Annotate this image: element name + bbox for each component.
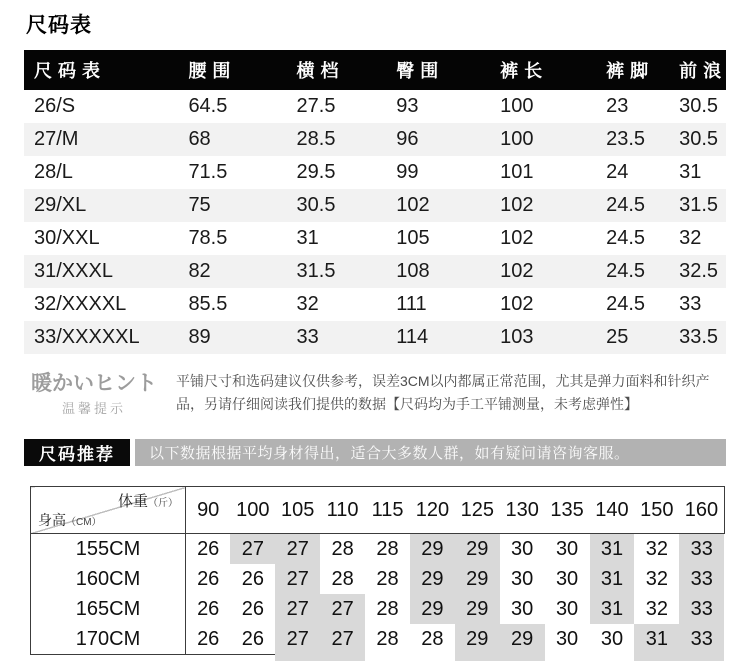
- size-chart-cell: 78.5: [188, 227, 228, 249]
- recommend-size-cell: 30: [600, 627, 624, 650]
- recommend-size-cell: 31: [590, 564, 635, 594]
- size-chart-cell: 29.5: [296, 161, 336, 183]
- recommend-size-cell: 27: [230, 534, 275, 565]
- height-row-label: 170CM: [31, 624, 186, 655]
- recommend-size-cell: 26: [186, 624, 231, 655]
- size-chart-cell: 33.5: [679, 326, 719, 348]
- size-chart-cell: 28.5: [296, 128, 336, 150]
- recommend-size-cell: 32: [645, 597, 668, 620]
- size-chart-cell: 102: [500, 293, 534, 315]
- recommend-size-cell: 27: [275, 594, 320, 624]
- size-chart-cell: 31.5: [679, 194, 719, 216]
- weight-column-header: 135: [545, 487, 590, 534]
- weight-column-header: 100: [230, 487, 275, 534]
- recommend-size-cell: 26: [197, 597, 220, 620]
- size-chart-cell: 32: [296, 293, 319, 315]
- size-chart-cell: 33/XXXXXL: [34, 326, 140, 348]
- recommend-size-cell: 33: [679, 564, 724, 594]
- tip-text: 平铺尺寸和选码建议仅供参考，误差3CM以内都属正常范围，尤其是弹力面料和针织产品，另请仔细阅读我们提供的数据【尺码均为手工平铺测量，未考虑弹性】: [176, 373, 710, 413]
- recommend-size-cell: 26: [197, 567, 220, 590]
- size-chart-column-header: 裤脚: [596, 50, 669, 90]
- size-chart-cell: 33: [679, 293, 702, 315]
- recommend-size-cell: 33: [679, 624, 724, 655]
- size-chart-row: [24, 123, 726, 156]
- size-chart-cell: 114: [396, 326, 429, 348]
- recommend-size-cell: 27: [320, 624, 365, 655]
- size-chart-cell: 103: [500, 326, 534, 348]
- recommend-size-cell: 31: [634, 624, 679, 655]
- recommend-size-cell: 30: [555, 597, 579, 620]
- size-chart-cell: 102: [500, 260, 534, 282]
- size-chart-cell: 30.5: [296, 194, 336, 216]
- recommend-size-cell: 28: [376, 627, 399, 650]
- recommend-size-cell: 29: [410, 534, 455, 565]
- size-recommend-badge: 尺码推荐: [24, 439, 130, 466]
- tip-logo-subtitle: 温馨提示: [61, 401, 126, 417]
- size-chart-cell: 24.5: [606, 293, 646, 315]
- recommend-size-cell: 27: [275, 564, 320, 594]
- weight-column-header: 115: [365, 487, 410, 534]
- size-chart-cell: 71.5: [188, 161, 228, 183]
- recommend-size-cell: 29: [455, 624, 500, 655]
- height-label: 身高（CM）: [38, 512, 102, 529]
- recommend-size-cell: 30: [511, 537, 534, 560]
- size-chart-cell: 75: [188, 194, 211, 216]
- size-chart-row: [24, 222, 726, 255]
- size-chart-cell: 108: [396, 260, 430, 282]
- size-chart-cell: 31: [679, 161, 702, 183]
- recommend-size-cell: 29: [410, 594, 455, 624]
- size-chart-row: [24, 321, 726, 354]
- size-chart-cell: 31/XXXL: [34, 260, 113, 282]
- weight-column-header: 90: [186, 487, 231, 534]
- size-chart-cell: 24.5: [606, 260, 646, 282]
- recommend-size-cell: 29: [410, 564, 455, 594]
- recommend-size-cell: 27: [320, 594, 365, 624]
- size-chart-column-header: 前浪: [669, 50, 726, 90]
- size-chart-cell: 23: [606, 95, 629, 117]
- size-chart-cell: 29/XL: [34, 194, 87, 216]
- size-chart-header-row: [24, 50, 726, 90]
- recommend-size-cell: 26: [230, 624, 275, 655]
- recommend-size-cell: 26: [241, 567, 264, 590]
- size-chart-cell: 32: [679, 227, 702, 249]
- size-chart-cell: 85.5: [188, 293, 228, 315]
- size-chart-cell: 96: [396, 128, 419, 150]
- size-chart-row: [24, 288, 726, 321]
- size-recommend-bar: [24, 439, 726, 466]
- size-recommend-table: [30, 486, 725, 655]
- size-chart-cell: 102: [500, 194, 534, 216]
- recommend-size-cell: 28: [421, 627, 444, 650]
- size-chart-cell: 82: [188, 260, 211, 282]
- recommend-size-cell: 30: [555, 567, 579, 590]
- recommend-row: [31, 534, 725, 565]
- size-chart-cell: 99: [396, 161, 419, 183]
- recommend-size-cell: 28: [331, 537, 354, 560]
- recommend-size-cell: 28: [376, 537, 399, 560]
- size-chart-cell: 30.5: [679, 95, 719, 117]
- recommend-row: [31, 594, 725, 624]
- recommend-size-cell: 29: [500, 624, 545, 655]
- recommend-row: [31, 564, 725, 594]
- recommend-size-cell: 26: [197, 537, 220, 560]
- recommend-size-cell: 27: [275, 534, 320, 565]
- size-chart-cell: 31.5: [296, 260, 336, 282]
- recommend-size-cell: 30: [555, 627, 579, 650]
- recommend-size-cell: 27: [275, 624, 320, 655]
- size-chart-cell: 27/M: [34, 128, 79, 150]
- tip-logo: [24, 366, 164, 417]
- size-chart-column-header: 腰围: [178, 50, 286, 90]
- size-chart-cell: 24.5: [606, 227, 646, 249]
- weight-column-header: 150: [634, 487, 679, 534]
- size-chart-column-header: 臀围: [386, 50, 490, 90]
- height-row-label: 160CM: [31, 564, 186, 594]
- size-chart-cell: 28/L: [34, 161, 73, 183]
- recommend-size-cell: 30: [555, 537, 579, 560]
- size-chart-row: [24, 255, 726, 288]
- size-chart-cell: 27.5: [296, 95, 336, 117]
- weight-column-header: 110: [320, 487, 365, 534]
- size-chart-cell: 31: [296, 227, 319, 249]
- recommend-size-cell: 28: [331, 567, 354, 590]
- size-chart-cell: 32.5: [679, 260, 719, 282]
- size-recommend-note: 以下数据根据平均身材得出，适合大多数人群，如有疑问请咨询客服。: [135, 439, 726, 466]
- recommend-row: [31, 624, 725, 655]
- size-chart-cell: 24: [606, 161, 629, 183]
- size-chart-cell: 25: [606, 326, 629, 348]
- recommend-size-cell: 29: [455, 594, 500, 624]
- size-chart-column-header: 裤长: [490, 50, 596, 90]
- recommend-size-cell: 33: [679, 594, 724, 624]
- size-chart-cell: 101: [500, 161, 534, 183]
- size-chart-cell: 32/XXXXL: [34, 293, 127, 315]
- weight-height-corner-cell: [31, 487, 186, 534]
- size-chart-cell: 23.5: [606, 128, 646, 150]
- weight-column-header: 130: [500, 487, 545, 534]
- recommend-size-cell: 31: [590, 594, 635, 624]
- height-row-label: 155CM: [31, 534, 186, 565]
- size-chart-cell: 111: [396, 293, 427, 315]
- size-chart-cell: 24.5: [606, 194, 646, 216]
- size-chart-cell: 102: [500, 227, 534, 249]
- size-chart-cell: 93: [396, 95, 419, 117]
- recommend-size-cell: 28: [376, 567, 399, 590]
- recommend-size-cell: 29: [455, 534, 500, 565]
- size-chart-cell: 89: [188, 326, 211, 348]
- size-chart-cell: 68: [188, 128, 211, 150]
- size-chart-row: [24, 189, 726, 222]
- tip-logo-japanese: 暖かいヒント: [31, 372, 157, 395]
- weight-column-header: 125: [455, 487, 500, 534]
- size-chart-cell: 100: [500, 95, 534, 117]
- weight-label: 体重（斤）: [117, 493, 178, 511]
- size-chart-cell: 30.5: [679, 128, 719, 150]
- size-chart-table: [24, 50, 726, 354]
- recommend-size-cell: 32: [645, 567, 668, 590]
- weight-column-header: 120: [410, 487, 455, 534]
- size-chart-cell: 30/XXL: [34, 227, 100, 249]
- recommend-size-cell: 32: [645, 537, 668, 560]
- size-chart-cell: 33: [296, 326, 319, 348]
- height-row-label: 165CM: [31, 594, 186, 624]
- weight-column-header: 105: [275, 487, 320, 534]
- size-chart-cell: 64.5: [188, 95, 228, 117]
- recommend-size-cell: 30: [511, 567, 534, 590]
- size-chart-column-header: 尺码表: [24, 50, 178, 90]
- recommend-header-row: [31, 487, 725, 534]
- size-chart-column-header: 横档: [287, 50, 387, 90]
- size-chart-cell: 102: [396, 194, 430, 216]
- size-chart-cell: 105: [396, 227, 430, 249]
- recommend-size-cell: 29: [455, 564, 500, 594]
- recommend-size-cell: 31: [590, 534, 635, 565]
- weight-column-header: 140: [590, 487, 635, 534]
- size-chart-row: [24, 156, 726, 189]
- recommend-size-cell: 26: [241, 597, 264, 620]
- size-chart-row: [24, 90, 726, 123]
- size-chart-cell: 26/S: [34, 95, 76, 117]
- page-title: 尺码表: [26, 14, 92, 37]
- recommend-size-cell: 33: [679, 534, 724, 565]
- tip-section: [24, 366, 726, 417]
- size-chart-cell: 100: [500, 128, 534, 150]
- recommend-size-cell: 30: [511, 597, 534, 620]
- weight-column-header: 160: [679, 487, 724, 534]
- recommend-size-cell: 28: [376, 597, 399, 620]
